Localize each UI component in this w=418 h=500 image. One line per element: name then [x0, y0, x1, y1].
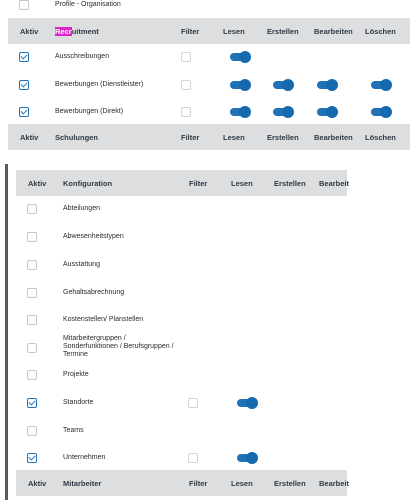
- mitarbeiter-title: Mitarbeiter: [63, 479, 102, 488]
- erstellen-column-header: Erstellen: [267, 133, 299, 142]
- row-active-checkbox[interactable]: [27, 343, 37, 353]
- erstellen-toggle[interactable]: [273, 81, 293, 89]
- row-label: Standorte: [63, 399, 94, 406]
- row-active-checkbox[interactable]: [27, 398, 37, 408]
- row-label: Ausschreibungen: [55, 53, 110, 60]
- bearbeiten-column-header: Bearbeit: [319, 479, 350, 488]
- profile-organisation-checkbox[interactable]: [19, 0, 29, 10]
- erstellen-column-header: Erstellen: [274, 179, 306, 188]
- lesen-toggle[interactable]: [230, 81, 250, 89]
- aktiv-column-header: Aktiv: [20, 27, 39, 36]
- recruitment-header: [8, 18, 410, 44]
- erstellen-toggle[interactable]: [273, 108, 293, 116]
- row-active-checkbox[interactable]: [19, 80, 29, 90]
- row-label-line-1: Mitarbeitergruppen /: [63, 335, 126, 342]
- filter-checkbox[interactable]: [181, 52, 191, 62]
- loeschen-column-header: Löschen: [365, 27, 396, 36]
- row-label: Gehaltsabrechnung: [63, 289, 125, 296]
- lesen-column-header: Lesen: [231, 479, 253, 488]
- schulungen-header: [8, 124, 410, 150]
- recruitment-title: Recruitment: [55, 27, 99, 36]
- row-label: Ausstattung: [63, 261, 100, 268]
- aktiv-column-header: Aktiv: [28, 179, 47, 188]
- row-active-checkbox[interactable]: [27, 204, 37, 214]
- bearbeiten-column-header: Bearbeiten: [314, 133, 353, 142]
- row-label: Abwesenheitstypen: [63, 233, 124, 240]
- row-label: Bewerbungen (Dienstleister): [55, 81, 144, 88]
- row-active-checkbox[interactable]: [27, 260, 37, 270]
- filter-checkbox[interactable]: [181, 107, 191, 117]
- bearbeiten-toggle[interactable]: [317, 81, 337, 89]
- filter-column-header: Filter: [181, 27, 200, 36]
- row-label: Abteilungen: [63, 205, 100, 212]
- row-active-checkbox[interactable]: [27, 288, 37, 298]
- loeschen-toggle[interactable]: [371, 81, 391, 89]
- bearbeiten-column-header: Bearbeit: [319, 179, 350, 188]
- row-label-line-2: Sonderfunktionen / Berufsgruppen /: [63, 343, 174, 350]
- filter-column-header: Filter: [181, 133, 200, 142]
- schulungen-title: Schulungen: [55, 133, 98, 142]
- row-label: Unternehmen: [63, 454, 106, 461]
- bearbeiten-column-header: Bearbeiten: [314, 27, 353, 36]
- row-label: Kostenstellen/ Planstellen: [63, 316, 144, 323]
- panel-left-border: [5, 164, 8, 500]
- aktiv-column-header: Aktiv: [28, 479, 47, 488]
- lesen-toggle[interactable]: [237, 454, 257, 462]
- filter-checkbox[interactable]: [188, 398, 198, 408]
- row-label: Bewerbungen (Direkt): [55, 108, 124, 115]
- row-label: Teams: [63, 427, 84, 434]
- row-active-checkbox[interactable]: [27, 426, 37, 436]
- erstellen-column-header: Erstellen: [274, 479, 306, 488]
- bearbeiten-toggle[interactable]: [317, 108, 337, 116]
- filter-column-header: Filter: [189, 479, 208, 488]
- lesen-column-header: Lesen: [231, 179, 253, 188]
- aktiv-column-header: Aktiv: [20, 133, 39, 142]
- konfiguration-header: [16, 170, 350, 196]
- lesen-toggle[interactable]: [237, 399, 257, 407]
- row-label-line-3: Termine: [63, 351, 88, 358]
- lesen-column-header: Lesen: [223, 27, 245, 36]
- row-active-checkbox[interactable]: [19, 52, 29, 62]
- lesen-column-header: Lesen: [223, 133, 245, 142]
- row-active-checkbox[interactable]: [19, 107, 29, 117]
- lesen-toggle[interactable]: [230, 108, 250, 116]
- row-active-checkbox[interactable]: [27, 232, 37, 242]
- mitarbeiter-header: [16, 470, 350, 496]
- row-label: Projekte: [63, 371, 89, 378]
- profile-organisation-label: Profile - Organisation: [55, 1, 121, 8]
- filter-checkbox[interactable]: [188, 453, 198, 463]
- lesen-toggle[interactable]: [230, 53, 250, 61]
- row-active-checkbox[interactable]: [27, 370, 37, 380]
- row-active-checkbox[interactable]: [27, 453, 37, 463]
- erstellen-column-header: Erstellen: [267, 27, 299, 36]
- row-active-checkbox[interactable]: [27, 315, 37, 325]
- loeschen-toggle[interactable]: [371, 108, 391, 116]
- loeschen-column-header: Löschen: [365, 133, 396, 142]
- filter-column-header: Filter: [189, 179, 208, 188]
- konfiguration-title: Konfiguration: [63, 179, 113, 188]
- filter-checkbox[interactable]: [181, 80, 191, 90]
